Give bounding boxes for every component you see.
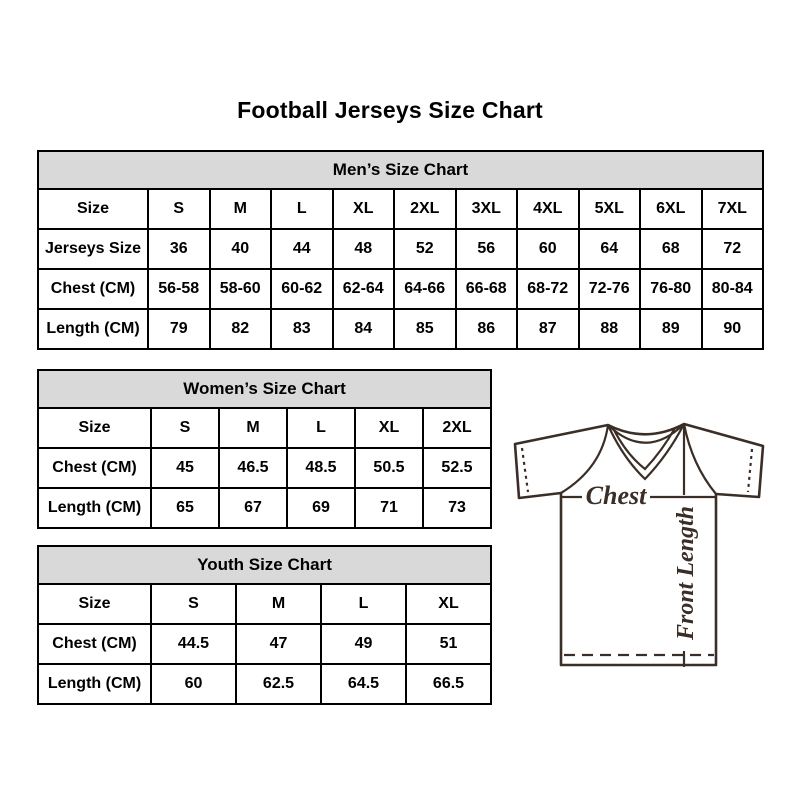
cell: 72-76 [579,269,641,309]
cell: 44.5 [151,624,236,664]
cell: 62-64 [333,269,395,309]
womens-size-table [37,369,492,529]
table-row [38,664,491,704]
chest-measure-label: Chest [585,481,647,510]
cell: 36 [148,229,210,269]
column-header: Size [38,408,151,448]
cell: 48.5 [287,448,355,488]
cell: 65 [151,488,219,528]
column-header: 4XL [517,189,579,229]
cell: 82 [210,309,272,349]
cell: 45 [151,448,219,488]
cell: 64.5 [321,664,406,704]
column-header-row [38,584,491,624]
row-label: Chest (CM) [38,448,151,488]
table-row [38,624,491,664]
cell: 87 [517,309,579,349]
jersey-outline [515,424,763,665]
cell: 67 [219,488,287,528]
table-title: Women’s Size Chart [38,370,491,408]
column-header-row [38,408,491,448]
column-header: Size [38,189,148,229]
column-header: M [210,189,272,229]
table-title-row [38,370,491,408]
table-row [38,448,491,488]
column-header: XL [406,584,491,624]
cell: 72 [702,229,764,269]
cell: 62.5 [236,664,321,704]
column-header: L [321,584,406,624]
cell: 60 [151,664,236,704]
page-title: Football Jerseys Size Chart [237,97,543,123]
cell: 86 [456,309,518,349]
column-header: Size [38,584,151,624]
cell: 68-72 [517,269,579,309]
row-label: Length (CM) [38,309,148,349]
cell: 58-60 [210,269,272,309]
column-header: 5XL [579,189,641,229]
column-header: M [236,584,321,624]
column-header: 6XL [640,189,702,229]
cell: 66.5 [406,664,491,704]
column-header: 3XL [456,189,518,229]
cell: 79 [148,309,210,349]
table-title: Youth Size Chart [38,546,491,584]
cell: 51 [406,624,491,664]
table-row [38,309,763,349]
cell: 66-68 [456,269,518,309]
cell: 71 [355,488,423,528]
column-header: L [287,408,355,448]
cell: 48 [333,229,395,269]
cell: 76-80 [640,269,702,309]
cell: 60-62 [271,269,333,309]
cell: 64 [579,229,641,269]
cell: 56-58 [148,269,210,309]
cell: 52 [394,229,456,269]
cell: 44 [271,229,333,269]
row-label: Chest (CM) [38,269,148,309]
column-header: 2XL [423,408,491,448]
cell: 88 [579,309,641,349]
column-header: L [271,189,333,229]
cell: 60 [517,229,579,269]
table-title-row [38,546,491,584]
column-header-row [38,189,763,229]
column-header: 7XL [702,189,764,229]
table-title: Men’s Size Chart [38,151,763,189]
table-row [38,269,763,309]
cell: 47 [236,624,321,664]
column-header: S [151,584,236,624]
column-header: S [148,189,210,229]
cell: 80-84 [702,269,764,309]
row-label: Length (CM) [38,488,151,528]
row-label: Jerseys Size [38,229,148,269]
row-label: Length (CM) [38,664,151,704]
cell: 85 [394,309,456,349]
cell: 40 [210,229,272,269]
cell: 56 [456,229,518,269]
row-label: Chest (CM) [38,624,151,664]
table-title-row [38,151,763,189]
column-header: S [151,408,219,448]
cell: 69 [287,488,355,528]
cell: 73 [423,488,491,528]
cell: 46.5 [219,448,287,488]
column-header: M [219,408,287,448]
cell: 84 [333,309,395,349]
column-header: XL [333,189,395,229]
column-header: XL [355,408,423,448]
cell: 83 [271,309,333,349]
table-row [38,229,763,269]
column-header: 2XL [394,189,456,229]
table-row [38,488,491,528]
cell: 90 [702,309,764,349]
cell: 52.5 [423,448,491,488]
cell: 68 [640,229,702,269]
mens-size-table [37,150,764,350]
cell: 50.5 [355,448,423,488]
youth-size-table [37,545,492,705]
cell: 64-66 [394,269,456,309]
cell: 49 [321,624,406,664]
cell: 89 [640,309,702,349]
front-length-measure-label: Front Length [673,505,699,641]
jersey-measurement-diagram [503,403,781,681]
